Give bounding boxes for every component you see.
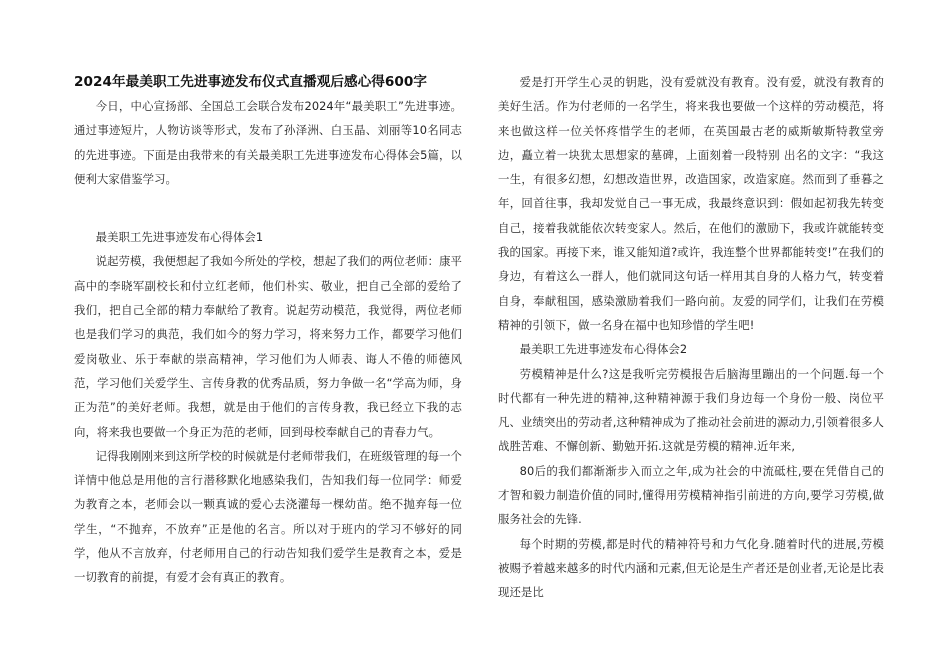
section-heading-2: 最美职工先进事迹发布心得体会2	[519, 342, 688, 357]
intro-paragraph: 今日，中心宣扬部、全国总工会联合发布2024年“最美职工”先进事迹。通过事迹短片，人物访谈等形式，发布了孙泽洲、白玉晶、刘丽等10名同志的先进事迹。下面是由我带来的有关最美职工先进事迹发布心得体会5篇，以便利大家借鉴学习。	[74, 99, 462, 186]
spacer	[74, 215, 462, 225]
body-paragraph: 每个时期的劳模,都是时代的精神符号和力气化身.随着时代的进展,劳模被赐予着越来越多的时代内涵和元素,但无论是生产者还是创业者,无论是比表现还是比	[498, 536, 884, 600]
section-heading-1: 最美职工先进事迹发布心得体会1	[95, 230, 264, 245]
body-paragraph: 爱是打开学生心灵的钥匙，没有爱就没有教育。没有爱，就没有教育的美好生活。作为付老师的一名学生，将来我也要做一个这样的劳动模范，将来也做这样一位关怀疼惜学生的老师，在英国最古老的威斯敏斯特教堂旁边，矗立着一块犹太思想家的墓碑，上面刻着一段特别 出名的文字：“我这一生，有很多幻想，幻想改造世界，改造国家，改造家庭。然而到了垂暮之年，回首往事，我却发觉自己一事无成，我最终意识到：假如起初我先转变自己，接着我就能依次转变家人。然后，在他们的激励下，我或许就能转变我的国家。再接下来，谁又能知道?或许，我连整个世界都能转变!”在我们的身边，有着这么一群人，他们就同这句话一样用其自身的人格力气，转变着自身，奉献租国，感染激励着我们一路向前。友爱的同学们，让我们在劳模精神的引领下，做一名身在福中也知珍惜的学生吧!	[498, 75, 884, 332]
right-column	[498, 70, 884, 605]
document-title: 2024年最美职工先进事迹发布仪式直播观后感心得600字	[74, 74, 428, 90]
spacer	[74, 191, 462, 215]
left-column	[74, 70, 462, 590]
body-paragraph: 记得我刚刚来到这所学校的时候就是付老师带我们，在班级管理的每一个详情中他总是用他的言行潜移默化地感染我们，告知我们每一位同学：师爱为教育之本，老师会以一颗真诚的爱心去浇灌每一棵幼苗。绝不抛弃每一位学生，“不抛弃，不放弃”正是他的名言。所以对于班内的学习不够好的同学，他从不言放弃，付老师用自己的行动告知我们爱学生是教育之本，爱是一切教育的前提，有爱才会有真正的教育。	[74, 448, 462, 585]
body-paragraph: 说起劳模，我便想起了我如今所处的学校，想起了我们的两位老师：康平高中的李晓军副校长和付立红老师，他们朴实、敬业，把自己全部的爱给了我们，把自己全部的精力奉献给了教育。说起劳动模范，我觉得，两位老师也是我们学习的典范，我们如今的努力学习，将来努力工作，都要学习他们爱岗敬业、乐于奉献的崇高精神，学习他们为人师表、诲人不倦的师德风范，学习他们关爱学生、言传身教的优秀品质，努力争做一名“学高为师，身正为范”的美好老师。我想，就是由于他们的言传身教，我已经立下我的志向，将来我也要做一个身正为范的老师，回到母校奉献自己的青春力气。	[74, 254, 462, 439]
body-paragraph: 80后的我们都渐渐步入而立之年,成为社会的中流砥柱,要在凭借自己的才智和毅力制造价值的同时,懂得用劳模精神指引前进的方向,要学习劳模,做服务社会的先锋.	[498, 463, 884, 527]
body-paragraph: 劳模精神是什么?这是我听完劳模报告后脑海里蹦出的一个问题.每一个时代都有一种先进的精神,这种精神源于我们身边每一个身份一般、岗位平凡、业绩突出的劳动者,这种精神成为了推动社会前进的源动力,引领着很多人战胜苦难、不懈创新、勤勉开拓.这就是劳模的精神.近年来,	[498, 366, 884, 454]
